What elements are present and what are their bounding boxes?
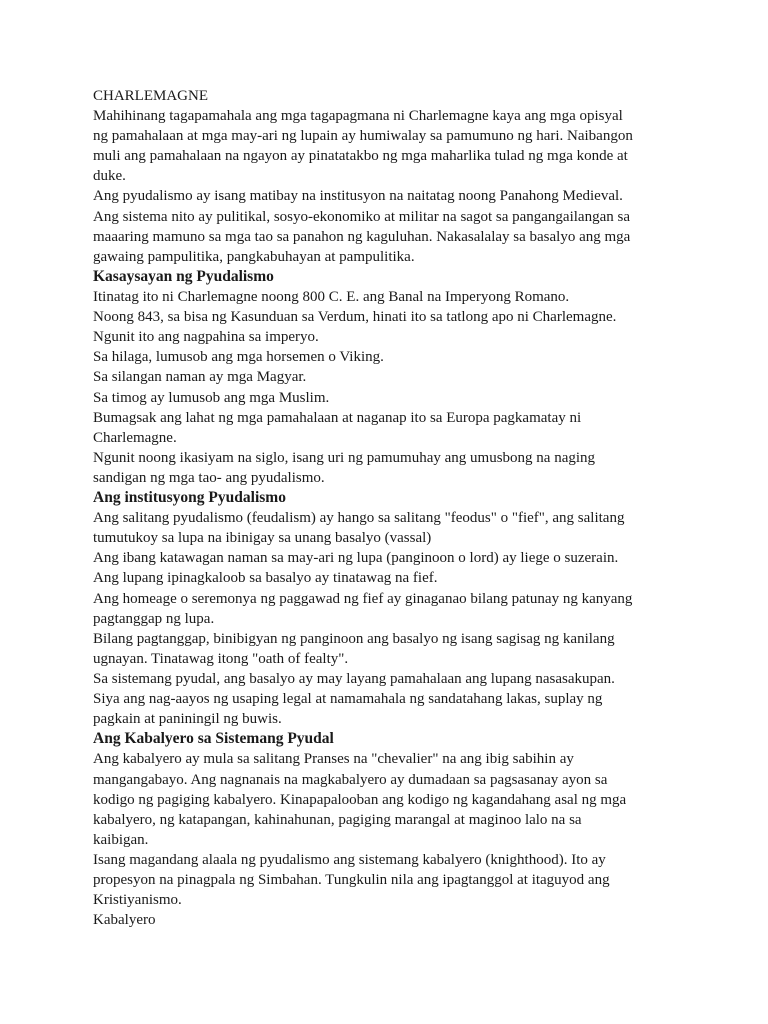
paragraph: [93, 629, 683, 669]
text-line: Bilang pagtanggap, binibigyan ng panginoon ang basalyo ng isang sagisag ng kanilang: [93, 630, 615, 647]
text-line: Ngunit noong ikasiyam na siglo, isang uri ng pamumuhay ang umusbong na naging: [93, 449, 596, 466]
text-line: Siya ang nag-aayos ng usaping legal at namamahala ng sandatahang lakas, suplay ng: [93, 691, 603, 708]
paragraph: [93, 669, 683, 689]
text-line: kaibigan.: [93, 831, 149, 848]
text-line: maaaring mamuno sa mga tao sa panahon ng kaguluhan. Nakasalalay sa basalyo ang mga: [93, 228, 631, 245]
document-title: CHARLEMAGNE: [93, 88, 208, 104]
text-line: sandigan ng mga tao- ang pyudalismo.: [93, 469, 325, 486]
paragraph: [93, 106, 683, 186]
text-line: Isang magandang alaala ng pyudalismo ang sistemang kabalyero (knighthood). Ito ay: [93, 851, 606, 868]
document-body: [93, 106, 683, 930]
paragraph: [93, 287, 683, 307]
text-line: Kristiyanismo.: [93, 892, 182, 909]
paragraph: [93, 689, 683, 729]
text-line: Ang kabalyero ay mula sa salitang Pranses na "chevalier" na ang ibig sabihin ay: [93, 751, 574, 768]
text-line: Charlemagne.: [93, 429, 177, 446]
text-line: Itinatag ito ni Charlemagne noong 800 C. E. ang Banal na Imperyong Romano.: [93, 289, 570, 306]
text-line: ugnayan. Tinatawag itong "oath of fealty".: [93, 650, 349, 667]
text-line: mangangabayo. Ang nagnanais na magkabalyero ay dumadaan sa pagsasanay ayon sa: [93, 771, 608, 788]
text-line: Sa hilaga, lumusob ang mga horsemen o Viking.: [93, 349, 384, 366]
paragraph: [93, 307, 683, 347]
text-line: Sa silangan naman ay mga Magyar.: [93, 369, 307, 386]
text-line: Ang pyudalismo ay isang matibay na institusyon na naitatag noong Panahong Medieval.: [93, 188, 623, 205]
text-line: duke.: [93, 168, 126, 185]
section-heading: Kasaysayan ng Pyudalismo: [93, 267, 274, 285]
text-line: kabalyero, ng katapangan, kahinahunan, pagiging marangal at maginoo lalo na sa: [93, 811, 582, 828]
text-line: Ang ibang katawagan naman sa may-ari ng lupa (panginoon o lord) ay liege o suzerain.: [93, 550, 619, 567]
text-line: Bumagsak ang lahat ng mga pamahalaan at naganap ito sa Europa pagkamatay ni: [93, 409, 582, 426]
text-line: Ang sistema nito ay pulitikal, sosyo-ekonomiko at militar na sagot sa pangangailangan sa: [93, 208, 630, 225]
paragraph: [93, 749, 683, 849]
paragraph: [93, 568, 683, 588]
text-line: pagtanggap ng lupa.: [93, 610, 215, 627]
paragraph: [93, 508, 683, 548]
paragraph: [93, 850, 683, 910]
section-heading: Ang institusyong Pyudalismo: [93, 488, 286, 506]
text-line: Ang lupang ipinagkaloob sa basalyo ay tinatawag na fief.: [93, 570, 438, 587]
paragraph: [93, 388, 683, 408]
text-line: Sa sistemang pyudal, ang basalyo ay may layang pamahalaan ang lupang nasasakupan.: [93, 670, 615, 687]
text-line: ng pamahalaan at mga may-ari ng lupain ay humiwalay sa pamumuno ng hari. Naibangon: [93, 128, 633, 145]
document-page: [93, 86, 683, 930]
paragraph: [93, 589, 683, 629]
paragraph: [93, 548, 683, 568]
text-line: Noong 843, sa bisa ng Kasunduan sa Verdum, hinati ito sa tatlong apo ni Charlemagne.: [93, 309, 617, 326]
text-line: kodigo ng pagiging kabalyero. Kinapapalooban ang kodigo ng kagandahang asal ng mga: [93, 791, 627, 808]
text-line: propesyon na pinagpala ng Simbahan. Tungkulin nila ang ipagtanggol at itaguyod ang: [93, 871, 610, 888]
paragraph: [93, 347, 683, 367]
text-line: tumutukoy sa lupa na ibinigay sa unang basalyo (vassal): [93, 530, 432, 547]
paragraph: [93, 408, 683, 448]
text-line: Ang homeage o seremonya ng paggawad ng fief ay ginaganao bilang patunay ng kanyang: [93, 590, 633, 607]
text-line: gawaing pampulitika, pangkabuhayan at pampulitika.: [93, 248, 415, 265]
text-line: Ang salitang pyudalismo (feudalism) ay hango sa salitang "feodus" o "fief", ang salitang: [93, 510, 625, 527]
section-heading: Ang Kabalyero sa Sistemang Pyudal: [93, 730, 334, 748]
text-line: Kabalyero: [93, 912, 156, 929]
text-line: muli ang pamahalaan na ngayon ay pinatatakbo ng mga maharlika tulad ng mga konde at: [93, 148, 628, 165]
text-line: pagkain at paniningil ng buwis.: [93, 711, 282, 728]
paragraph: [93, 448, 683, 488]
text-line: Sa timog ay lumusob ang mga Muslim.: [93, 389, 330, 406]
paragraph: [93, 186, 683, 266]
paragraph: [93, 910, 683, 930]
paragraph: [93, 367, 683, 387]
text-line: Ngunit ito ang nagpahina sa imperyo.: [93, 329, 319, 346]
text-line: Mahihinang tagapamahala ang mga tagapagmana ni Charlemagne kaya ang mga opisyal: [93, 108, 623, 125]
